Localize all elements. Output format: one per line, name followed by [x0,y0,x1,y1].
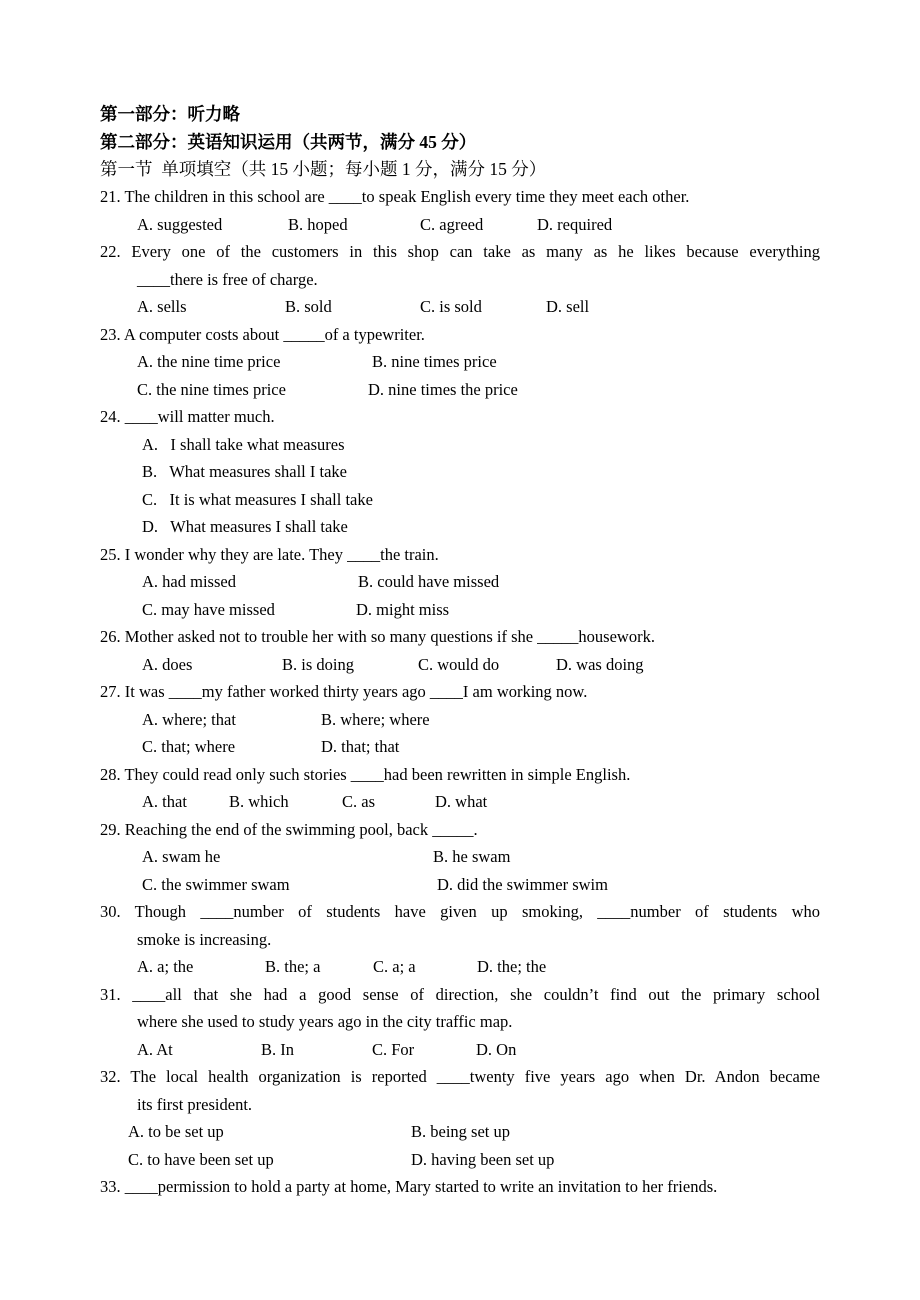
question-31-option-a: A. At [137,1040,173,1059]
question-31-stem-line1: 31. ____all that she had a good sense of direction, she couldn’t find out the primary school [100,985,820,1004]
question-28-option-d: D. what [435,792,488,811]
question-32-option-c: C. to have been set up [128,1150,274,1169]
question-21-stem: 21. The children in this school are ____to speak English every time they meet each other. [100,187,690,206]
question-21-option-d: D. required [537,215,613,234]
question-21-option-a: A. suggested [137,215,223,234]
question-23-stem: 23. A computer costs about _____of a typewriter. [100,325,425,344]
question-30-stem-line1: 30. Though ____number of students have given up smoking, ____number of students who [100,902,820,921]
question-26-stem: 26. Mother asked not to trouble her with so many questions if she _____housework. [100,627,655,646]
question-26-option-d: D. was doing [556,655,644,674]
question-28-option-a: A. that [142,792,187,811]
question-24-option-c: C. It is what measures I shall take [142,490,373,509]
question-24-option-a: A. I shall take what measures [142,435,345,454]
question-27-stem: 27. It was ____my father worked thirty years ago ____I am working now. [100,682,588,701]
question-24-option-d: D. What measures I shall take [142,517,348,536]
question-25-option-b: B. could have missed [358,572,500,591]
question-27-option-b: B. where; where [321,710,430,729]
question-25-option-d: D. might miss [356,600,450,619]
question-31-option-c: C. For [372,1040,415,1059]
question-21-option-b: B. hoped [288,215,348,234]
question-24-stem: 24. ____will matter much. [100,407,275,426]
question-32-stem-line1: 32. The local health organization is reported ____twenty five years ago when Dr. Andon became [100,1067,820,1086]
question-22-stem-line2: ____there is free of charge. [137,270,318,289]
question-30-option-c: C. a; a [373,957,416,976]
question-27-option-c: C. that; where [142,737,236,756]
question-22-option-d: D. sell [546,297,590,316]
question-30-stem-line2: smoke is increasing. [137,930,272,949]
question-32-option-d: D. having been set up [411,1150,555,1169]
question-29-option-b: B. he swam [433,847,511,866]
question-29-stem: 29. Reaching the end of the swimming pool, back _____. [100,820,478,839]
question-25-option-c: C. may have missed [142,600,275,619]
question-30-option-d: D. the; the [477,957,547,976]
question-29-option-d: D. did the swimmer swim [437,875,608,894]
question-27-option-d: D. that; that [321,737,400,756]
question-25-option-a: A. had missed [142,572,236,591]
question-31-option-d: D. On [476,1040,517,1059]
question-23-option-d: D. nine times the price [368,380,518,399]
question-22-option-c: C. is sold [420,297,482,316]
question-22-option-a: A. sells [137,297,187,316]
question-26-option-c: C. would do [418,655,500,674]
question-23-option-b: B. nine times price [372,352,497,371]
question-23-option-c: C. the nine times price [137,380,286,399]
question-32-option-b: B. being set up [411,1122,510,1141]
question-29-option-a: A. swam he [142,847,221,866]
question-23-option-a: A. the nine time price [137,352,281,371]
question-32-option-a: A. to be set up [128,1122,224,1141]
question-28-option-b: B. which [229,792,289,811]
question-33-stem: 33. ____permission to hold a party at home, Mary started to write an invitation to her friends. [100,1177,718,1196]
question-28-stem: 28. They could read only such stories ____had been rewritten in simple English. [100,765,631,784]
question-29-option-c: C. the swimmer swam [142,875,290,894]
question-26-option-a: A. does [142,655,193,674]
question-32-stem-line2: its first president. [137,1095,253,1114]
question-25-stem: 25. I wonder why they are late. They ____the train. [100,545,439,564]
section1-title: 第一节 单项填空（共 15 小题；每小题 1 分，满分 15 分） [100,159,547,179]
part1-title: 第一部分：听力略 [100,104,240,124]
question-22-option-b: B. sold [285,297,332,316]
question-30-option-b: B. the; a [265,957,321,976]
question-31-option-b: B. In [261,1040,294,1059]
question-26-option-b: B. is doing [282,655,354,674]
question-28-option-c: C. as [342,792,375,811]
question-27-option-a: A. where; that [142,710,236,729]
part2-title: 第二部分：英语知识运用（共两节，满分 45 分） [100,132,477,152]
question-22-stem-line1: 22. Every one of the customers in this shop can take as many as he likes because everything [100,242,820,261]
question-21-option-c: C. agreed [420,215,484,234]
question-31-stem-line2: where she used to study years ago in the city traffic map. [137,1012,513,1031]
question-30-option-a: A. a; the [137,957,194,976]
question-24-option-b: B. What measures shall I take [142,462,347,481]
